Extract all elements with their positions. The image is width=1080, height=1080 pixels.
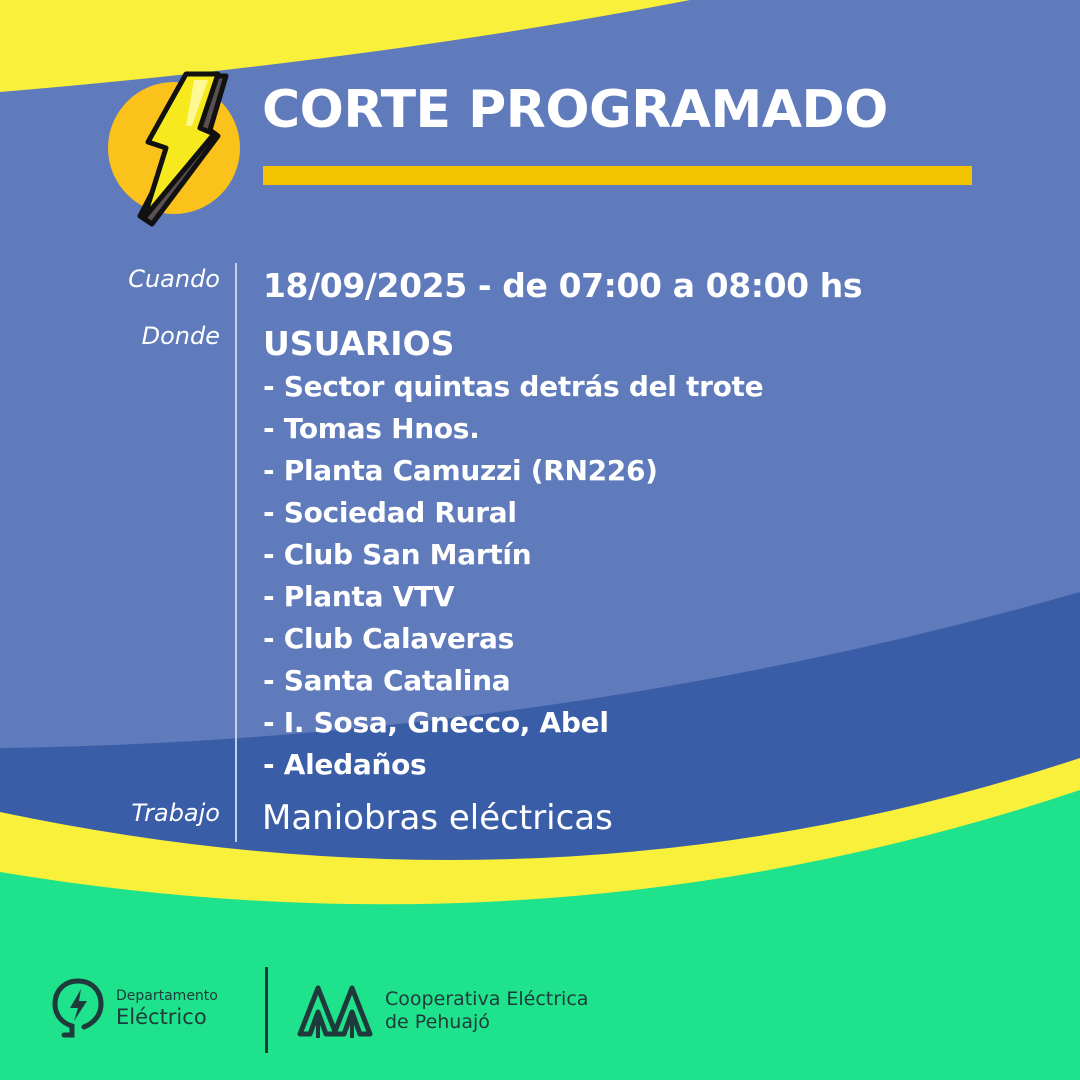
plug-bolt-icon: [50, 975, 106, 1043]
list-item: - Club Calaveras: [263, 622, 514, 655]
where-heading: USUARIOS: [263, 324, 455, 363]
work-label: Trabajo: [131, 799, 220, 827]
footer-divider: [265, 967, 268, 1053]
coop-line2: de Pehuajó: [385, 1011, 490, 1033]
list-item: - Santa Catalina: [263, 664, 511, 697]
list-item: - Club San Martín: [263, 538, 532, 571]
page-title: CORTE PROGRAMADO: [262, 80, 888, 140]
lightning-bolt-icon: [104, 70, 244, 230]
list-item: - Planta Camuzzi (RN226): [263, 454, 658, 487]
list-item: - Tomas Hnos.: [263, 412, 480, 445]
title-underline: [263, 166, 972, 185]
list-item: - I. Sosa, Gnecco, Abel: [263, 706, 609, 739]
list-item: - Aledaños: [263, 748, 427, 781]
dept-line2: Eléctrico: [116, 1005, 207, 1029]
where-label: Donde: [141, 322, 220, 350]
work-value: Maniobras eléctricas: [262, 798, 613, 838]
where-list: [263, 366, 763, 786]
department-name: [116, 988, 218, 1029]
when-value: 18/09/2025 - de 07:00 a 08:00 hs: [263, 266, 863, 305]
dept-line1: Departamento: [116, 988, 218, 1004]
list-item: - Planta VTV: [263, 580, 455, 613]
divider-line: [235, 263, 237, 842]
coop-line1: Cooperativa Eléctrica: [385, 988, 589, 1010]
list-item: - Sector quintas detrás del trote: [263, 370, 764, 403]
when-label: Cuando: [128, 265, 220, 293]
list-item: - Sociedad Rural: [263, 496, 517, 529]
cooperative-trees-icon: [296, 980, 374, 1040]
cooperative-name: [385, 988, 588, 1034]
